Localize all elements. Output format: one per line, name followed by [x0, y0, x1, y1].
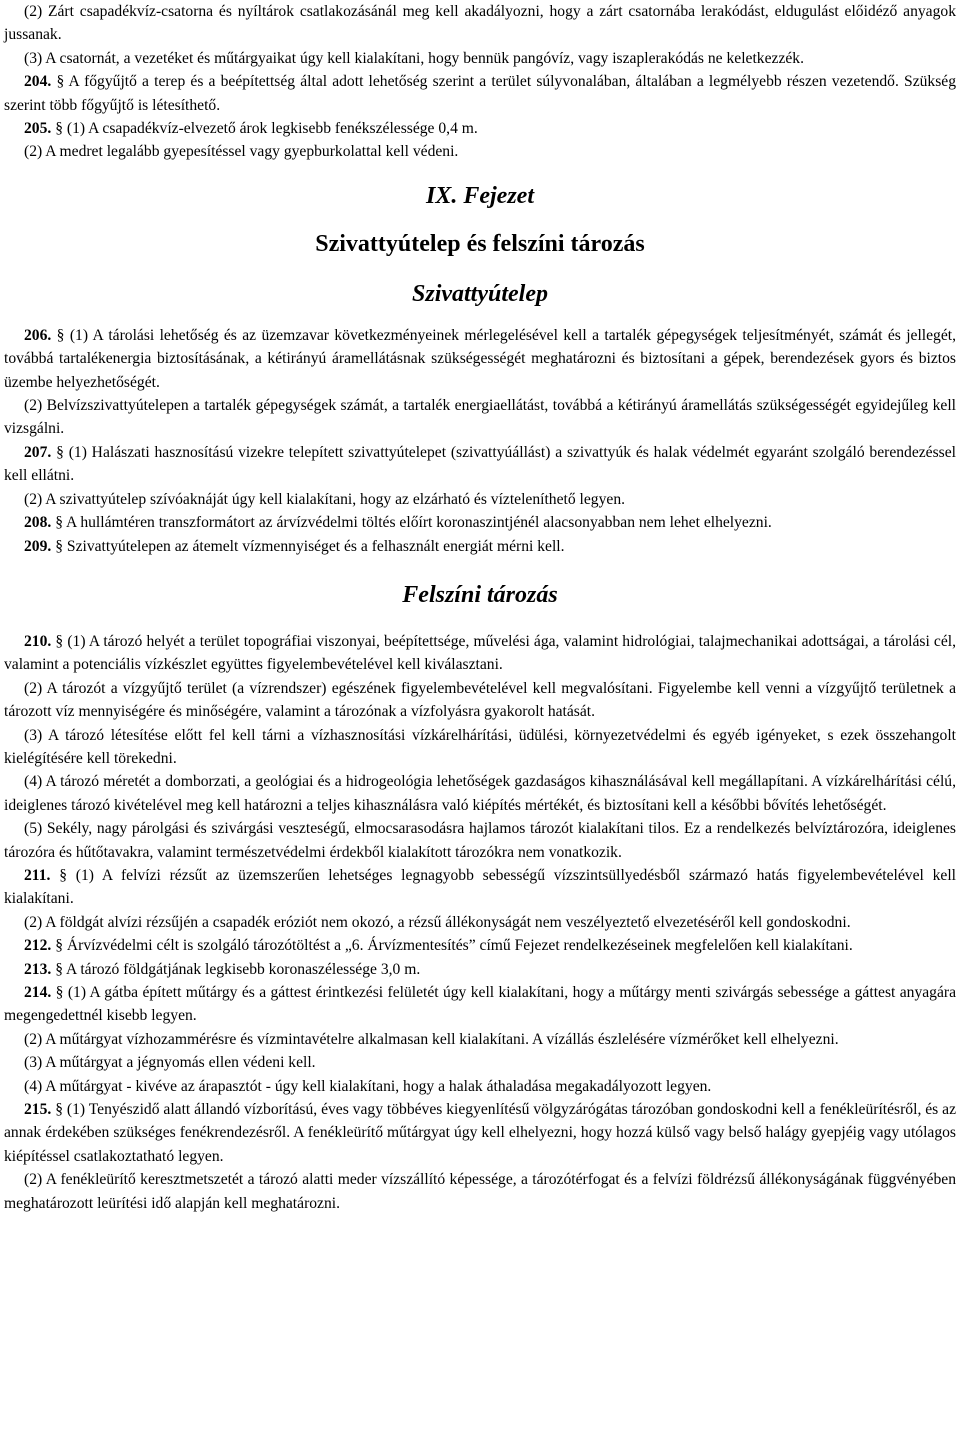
paragraph: (2) A szivattyútelep szívóaknáját úgy kell kialakítani, hogy az elzárható és víztelеníthető legyen. [24, 490, 626, 508]
section-215 [4, 1098, 956, 1168]
paragraph: (3) A tározó létesítése előtt fel kell tárni a vízhasznosítási vízkárelhárítási, üdülési, környezetvédelmi és egyéb igényeket, s ezek összehangolt kielégítésére kell törekedni. [4, 726, 956, 767]
paragraph: (2) A műtárgyat vízhozammérésre és vízmintavételre alkalmasan kell kialakítani. A vízállás észlelésére vízmérőket kell elhelyezni. [24, 1030, 839, 1048]
section-text: § (1) A csapadékvíz-elvezető árok legkisebb fenékszélessége 0,4 m. [51, 120, 478, 138]
section-214 [4, 981, 956, 1028]
section-text: § Szivattyútelepen az átemelt vízmennyiséget és a felhasznált energiát mérni kell. [51, 537, 565, 555]
section-213 [4, 958, 956, 981]
section-text: § (1) Tenyészidő alatt állandó vízborítású, éves vagy többéves kiegyenlítésű völgyzárógátas tározóban gondoskodni kell a fenékleürítésről, és az annak érdekében szükséges fenékrendezésről. A fenékleürítő műtárgyat úgy kell elhelyezni, hogy hozzá külső vagy belső halágy gyepjéig vagy utólagos kiépítéssel csatlakoztatható legyen. [4, 1101, 956, 1165]
section-text: § (1) Halászati hasznosítású vizekre telepített szivattyútelepet (szivattyúállást) a szivattyúk és halak védelmét egyaránt szolgáló berendezéssel kell ellátni. [4, 443, 956, 485]
section-212 [4, 934, 956, 957]
section-204 [4, 70, 956, 117]
section-207 [4, 441, 956, 488]
paragraph: (3) A csatornát, a vezetéket és műtárgyaikat úgy kell kialakítani, hogy bennük pangóvíz, vagy iszaplerakódás ne keletkezzék. [24, 49, 804, 67]
paragraph: (3) A műtárgyat a jégnyomás ellen védeni kell. [24, 1054, 316, 1072]
paragraph: (2) Belvízszivattyútelepen a tartalék gépegységek számát, a tartalék energiaellátást, továbbá a kétirányú áramellátás szükségességét egyidejűleg kell vizsgálni. [4, 397, 956, 438]
section-text: § (1) A tározó helyét a terület topográfiai viszonyai, beépítettsége, művelési ága, valamint hidrológiai, talajmechanikai adottságai, a tárolási cél, valamint a potenciális vízkészlet együttes figyelembevételével kell kiválasztani. [4, 632, 956, 674]
section-text: § A főgyűjtő a terep és a beépítettség által adott lehetőség szerint a terület súlyvonalában, általában a legmélyebb részen vezetendő. Szükség szerint több főgyűjtő is létesíthető. [4, 73, 956, 114]
section-209 [4, 535, 956, 558]
subtitle-felszini-tarozas: Felszíni tározás [402, 581, 558, 608]
section-text: § Árvízvédelmi célt is szolgáló tározótöltést a „6. Árvízmentesítés” című Fejezet rendelkezéseinek megfelelően kell kialakítani. [51, 937, 853, 955]
section-208 [4, 511, 956, 534]
paragraph: (4) A műtárgyat - kivéve az árapasztót - úgy kell kialakítani, hogy a halak áthaladása megakadályozott legyen. [24, 1077, 712, 1095]
section-number: 208. [24, 514, 52, 532]
section-number: 209. [24, 537, 52, 555]
paragraph: (5) Sekély, nagy párolgási és szivárgási veszteségű, elmocsarasodásra hajlamos tározót kialakítani tilos. Ez a rendelkezés belvíztározóra, ideiglenes tározóra és hűtőtavakra, valamint természetvédelmi érdekből kialakított tározókra nem vonatkozik. [4, 820, 956, 861]
paragraph: (2) Zárt csapadékvíz-csatorna és nyíltárok csatlakozásánál meg kell akadályozni, hogy a zárt csatornába lerakódást, eldugulást előidéző anyagok jussanak. [4, 3, 956, 44]
paragraph: (2) A földgát alvízi rézsűjén a csapadék eróziót nem okozó, a rézsű állékonyságát nem veszélyeztető elvezetéséről kell gondoskodni. [24, 913, 851, 931]
paragraph: (2) A fenékleürítő keresztmetszetét a tározó alatti meder vízszállító képessége, a tározótérfogat és a felvízi földrézsű állékonyságának függvényében meghatározott leürítési idő alapján kell meghatározni. [4, 1171, 956, 1212]
section-211 [4, 864, 956, 911]
paragraph: (2) A tározót a vízgyűjtő terület (a vízrendszer) egészének figyelembevételével kell megvalósítani. Figyelembe kell venni a vízgyűjtő területnek a tározott víz mennyiségére és minőségére, valamint a tározónak a vízfolyásra gyakorolt hatását. [4, 679, 956, 721]
subtitle-szivattyutelep: Szivattyútelep [412, 280, 548, 307]
section-number: 204. [24, 73, 52, 91]
section-number: 206. [24, 326, 52, 344]
paragraph: (2) A medret legalább gyepesítéssel vagy gyepburkolattal kell védeni. [24, 143, 459, 161]
section-205 [4, 117, 956, 140]
section-text: § (1) A felvízi rézsűt az üzemszerűen lehetséges legnagyobb sebességű vízszintsüllyedésből származó hatás figyelembevételével kell kialakítani. [4, 866, 956, 908]
section-number: 212. [24, 937, 52, 955]
section-text: § A hullámtéren transzformátort az árvízvédelmi töltés előírt koronaszintjénél alacsonyabban nem lehet elhelyezni. [51, 514, 772, 532]
chapter-title: Szivattyútelep és felszíni tározás [315, 230, 645, 257]
section-number: 213. [24, 960, 52, 978]
section-text: § (1) A gátba épített műtárgy és a gáttest érintkezési felületét úgy kell kialakítani, hogy a műtárgy menti szivárgás sebessége a gáttest anyagára megengedettnél kisebb legyen. [4, 984, 956, 1025]
section-number: 214. [24, 984, 52, 1001]
section-text: § (1) A tárolási lehetőség és az üzemzavar következményeinek mérlegelésével kell a tartalék gépegységek teljesítményét, számát és jellegét, továbbá tartalékenergia biztosításának, a kétirányú áramellátásnak szükségességét meghatározni és biztosítani a gépek, berendezések gyors és biztos üzembe helyezhetőségét. [4, 326, 956, 391]
section-number: 215. [24, 1101, 52, 1119]
section-number: 210. [24, 632, 52, 650]
section-206 [4, 324, 956, 394]
paragraph: (4) A tározó méretét a domborzati, a geológiai és a hidrogeológia lehetőségek gazdaságos kihasználásával kell megállapítani. A vízkárelhárítási célú, ideiglenes tározó kivételével meg kell határozni a teljes kihasználásra való kiépítés mértékét, és biztosítani kell a későbbi bővítés lehetőségét. [4, 773, 956, 814]
section-210 [4, 630, 956, 677]
section-number: 211. [24, 866, 51, 884]
section-number: 205. [24, 120, 52, 138]
chapter-heading: IX. Fejezet [426, 182, 534, 209]
section-number: 207. [24, 443, 52, 461]
section-text: § A tározó földgátjának legkisebb koronaszélessége 3,0 m. [51, 960, 421, 978]
